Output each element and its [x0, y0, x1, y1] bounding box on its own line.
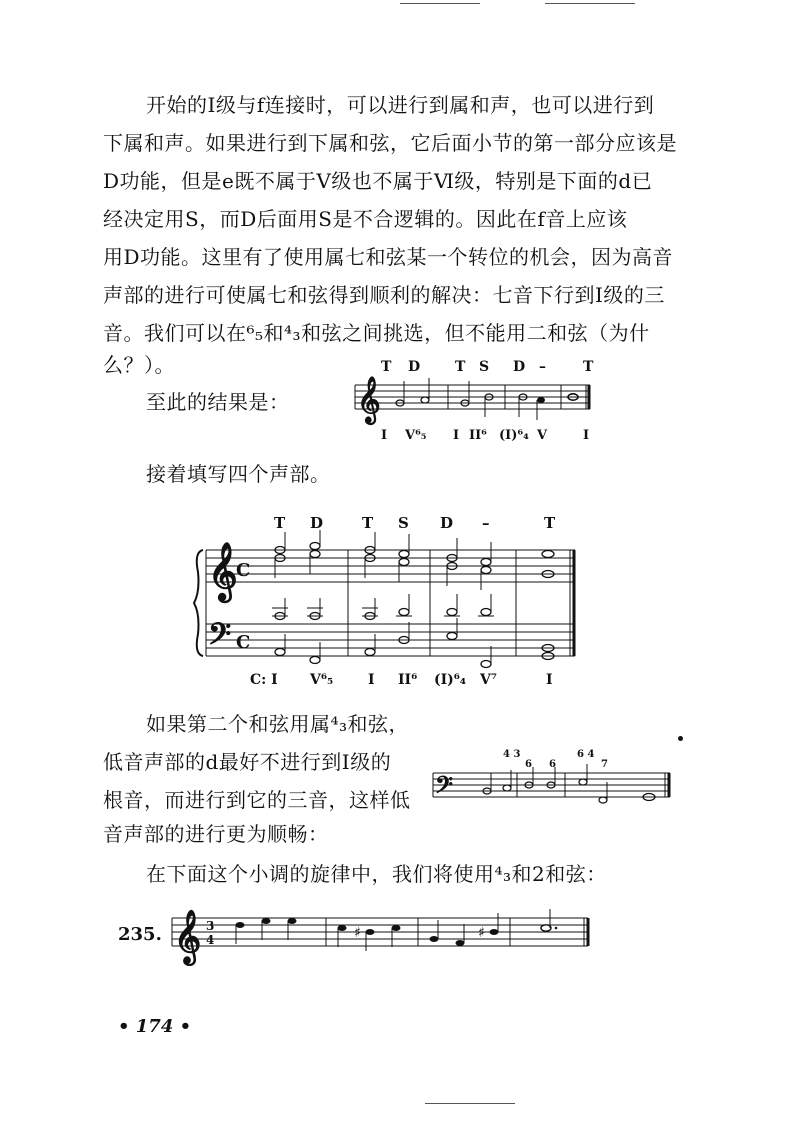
- ex2-func: S: [398, 514, 409, 532]
- ex2-degree: C: I: [250, 672, 278, 688]
- stray-dot: [678, 736, 683, 741]
- common-time: C: [236, 632, 251, 653]
- result-label: 至此的结果是：: [146, 390, 290, 414]
- music-example-2: [190, 512, 590, 692]
- sharp-icon: ♯: [354, 925, 361, 941]
- ex3-figure: 6 4: [577, 749, 595, 760]
- top-rule-1: [400, 3, 480, 4]
- music-example-1: [345, 357, 605, 447]
- ex1-degree: V: [537, 428, 548, 443]
- music-example-3: [425, 745, 680, 815]
- ex1-degree: V⁶₅: [405, 428, 427, 443]
- ex1-func: T: [583, 359, 594, 375]
- time-sig-top: 3: [206, 919, 215, 933]
- para1-line8: 么？）。: [103, 353, 175, 377]
- para1-line5: 用D功能。这里有了使用属七和弦某一个转位的机会，因为高音: [103, 245, 674, 269]
- para2-line1: 如果第二个和弦用属⁴₃和弦，: [146, 712, 410, 736]
- para2-line2: 低音声部的d最好不进行到Ⅰ级的: [103, 750, 392, 774]
- ex2-func: D: [440, 514, 454, 532]
- ex3-figure: 6: [525, 759, 532, 770]
- bass-clef: 𝄢: [435, 771, 454, 804]
- ex3-figure: 4 3: [503, 749, 521, 760]
- treble-clef: 𝄞: [174, 909, 202, 963]
- ex2-degree: I: [546, 672, 553, 688]
- ex1-degree: I: [453, 428, 460, 443]
- ex1-degree: (I)⁶₄: [499, 428, 529, 443]
- ex1-degree: II⁶: [469, 428, 487, 443]
- para1-line2: 下属和声。如果进行到下属和弦，它后面小节的第一部分应该是: [103, 131, 677, 155]
- ex2-degree: I: [368, 672, 375, 688]
- ex2-func: –: [482, 514, 490, 532]
- ex1-degree: I: [381, 428, 388, 443]
- ex2-func: T: [274, 514, 286, 532]
- ex1-func: D: [513, 359, 526, 375]
- time-sig-bottom: 4: [206, 933, 215, 947]
- music-example-4: [118, 896, 598, 966]
- treble-clef: 𝄞: [357, 376, 381, 423]
- ex1-func: –: [539, 359, 546, 375]
- ex1-func: T: [455, 359, 466, 375]
- para2-line3: 根音，而进行到它的三音，这样低: [103, 788, 411, 812]
- ex2-func: T: [544, 514, 556, 532]
- ex1-func: S: [479, 359, 490, 375]
- sharp-icon: ♯: [478, 925, 485, 941]
- ex3-figure: 6: [549, 759, 556, 770]
- fill-label: 接着填写四个声部。: [146, 462, 331, 486]
- ex1-degree: I: [583, 428, 590, 443]
- para3: 在下面这个小调的旋律中，我们将使用⁴₃和2和弦：: [146, 862, 607, 886]
- example-number: 235.: [118, 924, 162, 945]
- ex2-func: T: [362, 514, 374, 532]
- para1-line3: D功能，但是e既不属于Ⅴ级也不属于Ⅵ级，特别是下面的d已: [103, 169, 653, 193]
- page-number: • 174 •: [118, 1016, 192, 1037]
- ex1-func: T: [381, 359, 392, 375]
- ex2-func: D: [310, 514, 324, 532]
- ex2-degree: II⁶: [398, 672, 418, 688]
- ex2-degree: V⁷: [480, 672, 497, 688]
- para1-line6: 声部的进行可使属七和弦得到顺利的解决：七音下行到Ⅰ级的三: [103, 283, 665, 307]
- para2-line4: 音声部的进行更为顺畅：: [103, 822, 329, 846]
- para1-line7: 音。我们可以在⁶₅和⁴₃和弦之间挑选，但不能用二和弦（为什: [103, 321, 650, 345]
- common-time: C: [236, 560, 251, 581]
- bass-clef: 𝄢: [208, 617, 232, 659]
- ex2-degree: (I)⁶₄: [434, 672, 467, 688]
- bottom-rule: [425, 1103, 515, 1104]
- top-rule-2: [545, 3, 635, 4]
- para1-line1: 开始的Ⅰ级与f连接时，可以进行到属和声，也可以进行到: [146, 93, 655, 117]
- para1-line4: 经决定用S，而D后面用S是不合逻辑的。因此在f音上应该: [103, 207, 628, 231]
- ex2-degree: V⁶₅: [310, 672, 334, 688]
- ex1-func: D: [408, 359, 421, 375]
- treble-clef: 𝄞: [208, 541, 238, 600]
- ex3-figure: 7: [601, 759, 608, 770]
